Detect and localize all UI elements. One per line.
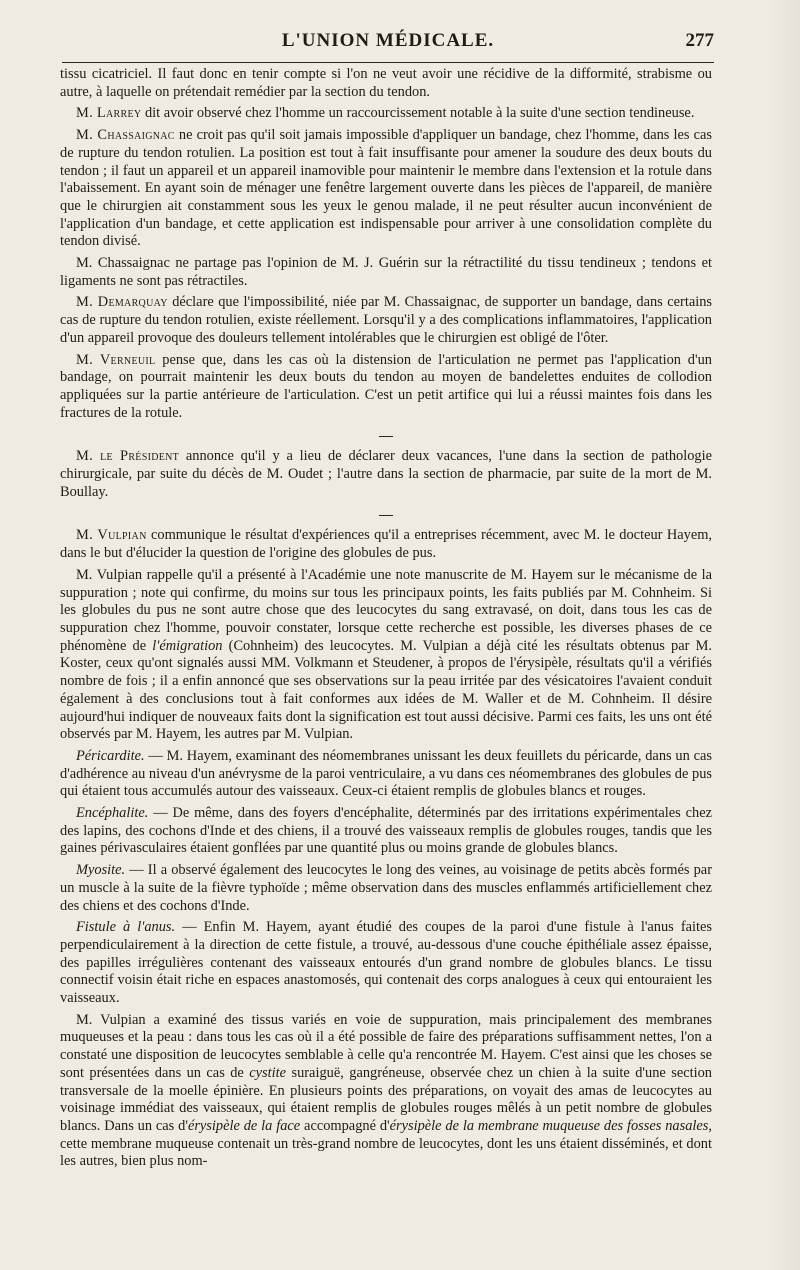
separator-dash <box>379 515 393 516</box>
paragraph-text: ne croit pas qu'il soit jamais impossible d'appliquer un bandage, chez l'homme, dans les cas de rupture du tendon rotulien. La position est tout à fait insuffisante pour amener la soudure des deux bouts du tendon ; il faut un appareil et un appareil inamovible pour maintenir le membre dans l'extension et la rotule dans l'abaissement. En ayant soin de ménager une fenêtre largement ouverte dans les pièces de l'appareil, de manière que le chirurgien ait constamment sous les yeux le genou malade, il ne peut résulter aucun inconvénient de l'application d'un bandage, et cette application est indispensable pour arriver à une consolidation complète du tendon divisé. <box>60 127 712 250</box>
paragraph-text: pense que, dans les cas où la distension de l'articulation ne permet pas l'application d'un bandage, on pourrait maintenir les deux bouts du tendon au moyen de bandelettes enduites de collodion appliquées sur la partie antérieure de l'articulation. C'est un petit artifice qui lui a réussi maintes fois dans les fractures de la rotule. <box>60 351 712 421</box>
paragraph-text: déclare que l'impossibilité, niée par M. Chassaignac, de supporter un bandage, dans certains cas de rupture du tendon rotulien, existe réellement. Lorsqu'il y a des complications inflammatoires, l'application d'un appareil provoque des douleurs tellement intolérables que le chirurgien est obligé de l'ôter. <box>60 294 713 346</box>
paragraph-text: (Cohnheim) des leucocytes. M. Vulpian a déjà cité les résultats obtenus par M. Koster, ceux qu'ont signalés aussi MM. Volkmann et Steudener, à propos de l'érysipèle, résultats qu'il a vérifiés nombre de fois ; il a enfin annoncé que ses observations sur la peau irritée par des vésicatoires l'avaient conduit également à des conclusions tout à fait conformes aux idées de M. Waller et de M. Cohnheim. Il désire aujourd'hui indiquer de nouveaux faits dont la signification est tout aussi décisive. Parmi ces faits, les uns ont été observés par M. Hayem, les autres par M. Vulpian. <box>60 637 712 743</box>
paragraph-text: M. Vulpian rappelle qu'il a présenté à l'Académie une note manuscrite de M. Hayem sur le mécanisme de la suppuration ; note qui confirme, du moins sur tous les principaux points, les faits publiés par M. Cohnheim. Si les globules du pus ne sont autre chose que des leucocytes du sang extravasé, on doit, dans tous les cas de suppuration chez l'homme, pouvoir constater, lorsque cette recherche est possible, les diverses phases de ce phénomène de <box>60 566 712 654</box>
page-number: 277 <box>685 30 714 51</box>
page-header <box>62 26 714 60</box>
paragraph <box>60 567 712 744</box>
paragraph <box>60 66 712 101</box>
paragraph-text: accompagné d' <box>300 1117 390 1134</box>
italic-term: érysipèle de la membrane muqueuse des fosses nasales <box>389 1117 709 1134</box>
speaker-name: M. Demarquay <box>76 294 168 311</box>
paragraph <box>60 294 712 347</box>
italic-term: cystite <box>249 1064 287 1081</box>
paragraph <box>60 862 712 915</box>
subsection-heading: Péricardite. <box>76 747 145 764</box>
paragraph-text: — Enfin M. Hayem, ayant étudié des coupes de la paroi d'une fistule à l'anus faites perpendiculairement à la direction de cette fistule, a trouvé, au-dessous d'une couche épithéliale assez épaisse, des papilles irrégulières contenant des vaisseaux entourés d'un grand nombre de globules blancs. Le tissu connectif voisin était riche en espaces anastomosés, qui contenait des corps analogues à ceux qui entouraient les vaisseaux. <box>60 919 713 1007</box>
paragraph-text: dit avoir observé chez l'homme un raccourcissement notable à la suite d'une section tendineuse. <box>141 105 695 122</box>
paragraph <box>60 448 712 501</box>
section-separator <box>60 505 712 523</box>
paragraph <box>60 352 712 423</box>
paragraph <box>60 105 712 123</box>
paragraph <box>60 255 712 290</box>
paragraph-text: M. Vulpian a examiné des tissus variés en voie de suppuration, mais principalement des membranes muqueuses et la peau : dans tous les cas où il a été possible de faire des préparations suffisamment nettes, l'on a constaté une disposition de leucocytes semblable à celle qu'a rencontrée M. Hayem. C'est ainsi que les choses se sont présentées dans un cas de <box>60 1011 712 1081</box>
paragraph-text: annonce qu'il y a lieu de déclarer deux vacances, l'une dans la section de pathologie chirurgicale, par suite du décès de M. Oudet ; l'autre dans la section de pharmacie, par suite de la mort de M. Boullay. <box>60 448 712 500</box>
paragraph-text: — M. Hayem, examinant des néomembranes unissant les deux feuillets du péricarde, dans un cas d'adhérence au niveau d'un anévrysme de la paroi ventriculaire, a vu dans ces néomembranes des globules de pus qui étaient tous accumulés autour des vaisseaux. Ceux-ci étaient remplis de globules blancs et rouges. <box>60 747 712 800</box>
speaker-name: M. Verneuil <box>76 351 156 368</box>
subsection-heading: Fistule à l'anus. <box>76 919 176 936</box>
paragraph-text: , cette membrane muqueuse contenait un très-grand nombre de leucocytes, dont les uns étaient disséminés, et dont les autres, bien plus nom- <box>60 1117 712 1170</box>
section-separator <box>60 426 712 444</box>
paragraph <box>60 919 712 1008</box>
subsection-heading: Encéphalite. <box>76 805 149 822</box>
paragraph-text: communique le résultat d'expériences qu'il a entreprises récemment, avec M. le docteur Hayem, dans le but d'élucider la question de l'origine des globules de pus. <box>60 527 712 562</box>
paragraph <box>60 527 712 562</box>
paragraph <box>60 805 712 858</box>
page-edge-shadow <box>770 0 800 1270</box>
separator-dash <box>379 436 393 437</box>
paragraph <box>60 127 712 251</box>
paragraph-text: — Il a observé également des leucocytes le long des veines, au voisinage de petits abcès formés par un muscle à la suite de la fièvre typhoïde ; même observation dans des muscles enflammés artificiellement chez des chiens et des cochons d'Inde. <box>60 862 712 914</box>
subsection-heading: Myosite. <box>76 862 126 879</box>
italic-term: l'émigration <box>152 637 223 654</box>
paragraph-text: suraiguë, gangréneuse, observée chez un chien à la suite d'une section transversale de la moelle épinière. En plusieurs points des préparations, on voyait des amas de leucocytes au voisinage immédiat des vaisseaux, qui étaient remplis de globules rouges mêlés à un petit nombre de globules blancs. Dans un cas d' <box>60 1064 713 1134</box>
italic-term: érysipèle de la face <box>187 1117 301 1134</box>
paragraph <box>60 1012 712 1171</box>
header-rule <box>62 62 714 63</box>
article-body <box>60 66 712 1175</box>
paragraph-text: tissu cicatriciel. Il faut donc en tenir compte si l'on ne veut avoir une récidive de la difformité, strabisme ou autre, à laquelle on prétendait remédier par la section du tendon. <box>60 66 712 100</box>
speaker-name: M. Chassaignac <box>76 127 175 144</box>
running-title: L'UNION MÉDICALE. <box>281 30 495 51</box>
speaker-name: M. le Président <box>76 448 180 465</box>
paragraph-text: M. Chassaignac ne partage pas l'opinion de M. J. Guérin sur la rétractilité du tissu tendineux ; tendons et ligaments ne sont pas rétractiles. <box>60 255 712 289</box>
speaker-name: M. Vulpian <box>76 527 147 544</box>
speaker-name: M. Larrey <box>76 105 142 122</box>
paragraph <box>60 748 712 801</box>
paragraph-text: — De même, dans des foyers d'encéphalite, déterminés par des irritations expérimentales chez des lapins, des cochons d'Inde et des chiens, il a trouvé des vaisseaux remplis de globules rouges, tandis que les gaines périvasculaires étaient gonflées par une quantité plus ou moins grande de globules blancs. <box>60 805 712 857</box>
